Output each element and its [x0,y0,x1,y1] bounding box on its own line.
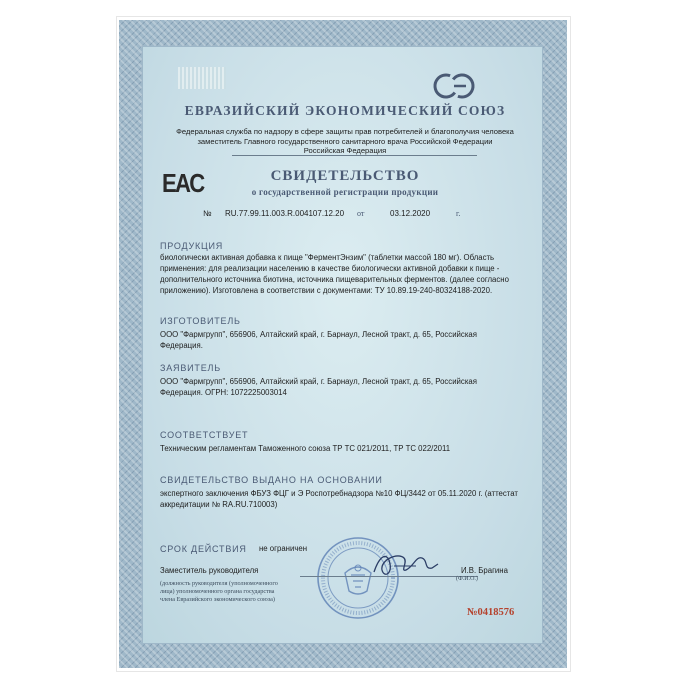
name-caption: (Ф.И.О.) [456,576,478,582]
number-prefix: № [203,209,212,218]
section-heading: ЗАЯВИТЕЛЬ [160,363,221,373]
product-text [160,252,509,296]
eec-logo [432,72,476,100]
manufacturer-text [160,329,477,351]
caption-line: члена Евразийского экономического союза) [160,596,275,603]
signature-caption [160,580,278,604]
blank-number: №0418576 [467,607,515,618]
union-title: ЕВРАЗИЙСКИЙ ЭКОНОМИЧЕСКИЙ СОЮЗ [184,103,506,118]
section-heading: СРОК ДЕЙСТВИЯ [160,544,247,554]
text-line: ООО "Фармгрупп", 656906, Алтайский край, г. Барнаул, Лесной тракт, д. 65, Российская [160,377,477,386]
caption-line: (должность руководителя (уполномоченного [160,580,278,587]
section-heading: СООТВЕТСТВУЕТ [160,430,249,440]
basis-text [160,488,518,510]
section-heading: ИЗГОТОВИТЕЛЬ [160,316,241,326]
caption-line: лица) уполномоченного органа государства [160,588,275,595]
certificate-number: RU.77.99.11.003.R.004107.12.20 [225,209,345,218]
signature-line [300,576,478,577]
service-line: Федеральная служба по надзору в сфере защиты прав потребителей и благополучия человека [176,127,514,136]
service-text [150,127,540,156]
text-line: аккредитации № RA.RU.710003) [160,500,278,509]
service-line: заместитель Главного государственного санитарного врача Российской Федерации [197,136,493,146]
text-line: применения: для реализации населению в качестве биологически активной добавки к пище - [160,264,500,273]
text-line: экспертного заключения ФБУЗ ФЦГ и Э Роспотребнадзора №10 ФЦ/3442 от 05.11.2020 г. (аттестат [160,489,519,498]
date-suffix: г. [456,209,461,218]
signatory-name: И.В. Брагина [461,566,508,575]
text-line: Техническим регламентам Таможенного союза ТР ТС 021/2011, ТР ТС 022/2011 [160,444,451,453]
hologram-mark [178,67,226,89]
applicant-text [160,376,477,398]
underline [232,155,477,156]
text-line: ООО "Фармгрупп", 656906, Алтайский край, г. Барнаул, Лесной тракт, д. 65, Российская [160,330,477,339]
certificate-title: СВИДЕТЕЛЬСТВО [270,168,420,184]
text-line: приложению). Изготовлена в соответствии с документами: ТУ 10.89.19-240-80324188-2020. [160,286,493,295]
eac-mark: EAC [162,168,204,198]
section-heading: ПРОДУКЦИЯ [160,241,224,251]
text-line: биологически активная добавка к пище "ФерментЭнзим" (таблетки массой 180 мг). Область [160,253,495,262]
certificate-date: 03.12.2020 [390,209,431,218]
signatory-role: Заместитель руководителя [160,566,259,575]
section-heading: СВИДЕТЕЛЬСТВО ВЫДАНО НА ОСНОВАНИИ [160,475,383,485]
text-line: дополнительного источника биотина, источника пищеварительных ферментов. (далее согласно [160,275,509,284]
conforms-text [160,443,450,454]
validity-value: не ограничен [259,544,308,553]
text-line: Федерация. ОГРН: 1072225003014 [160,388,287,397]
certificate-subtitle: о государственной регистрации продукции [251,187,439,197]
date-prefix: от [357,209,365,218]
text-line: Федерация. [160,341,203,350]
service-line: Российская Федерация [303,146,387,155]
